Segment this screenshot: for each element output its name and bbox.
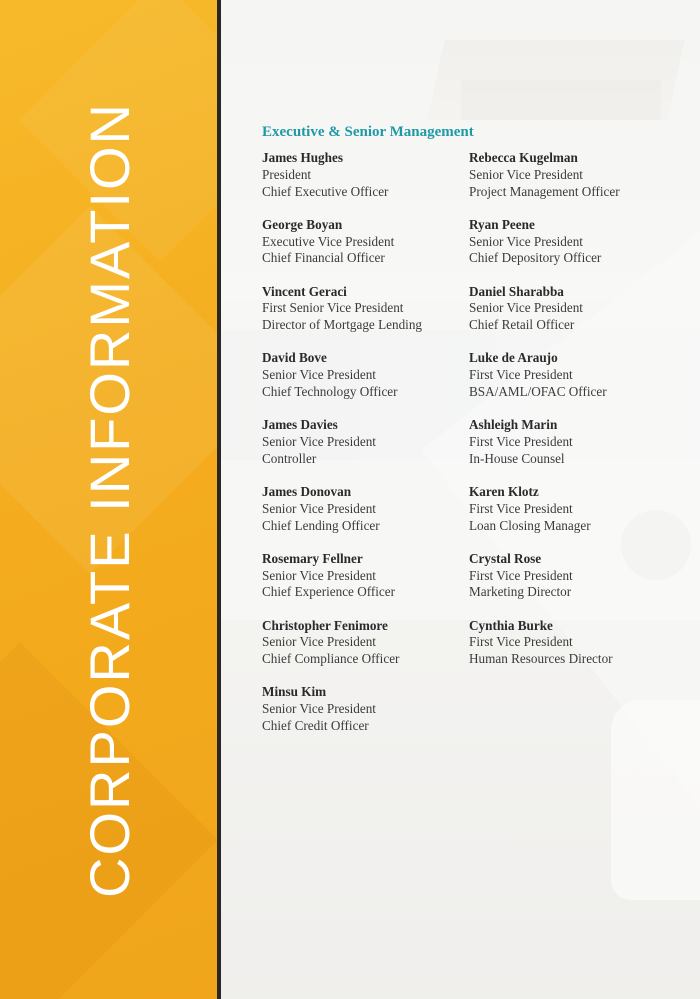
person-title: Senior Vice President [262,701,376,717]
person-title: Chief Technology Officer [262,383,398,399]
person-title: Senior Vice President [262,433,376,449]
person-name: Rebecca Kugelman [469,150,578,165]
person-entry [262,150,482,217]
person-entry [469,284,689,351]
person-entry [469,217,689,284]
person-title: Senior Vice President [469,233,583,249]
person-entry [262,217,482,284]
person-title: First Vice President [469,433,573,449]
person-title: In-House Counsel [469,450,565,466]
person-entry [262,551,482,618]
person-entry [262,350,482,417]
management-list-left [262,150,482,751]
person-title: First Vice President [469,634,573,650]
person-name: Cynthia Burke [469,617,553,633]
person-title: Chief Executive Officer [262,183,389,199]
person-name: James Davies [262,417,338,433]
person-title: BSA/AML/OFAC Officer [469,383,607,399]
person-title: Chief Compliance Officer [262,651,400,667]
person-name: Rosemary Fellner [262,550,363,566]
person-entry [262,684,482,751]
person-title: Chief Financial Officer [262,250,385,266]
person-name: Karen Klotz [469,483,539,499]
person-title: Senior Vice President [262,500,376,516]
person-name: Christopher Fenimore [262,617,388,633]
person-entry [469,551,689,618]
person-entry [262,417,482,484]
person-title: Chief Lending Officer [262,517,380,533]
side-title: CORPORATE INFORMATION [78,102,141,898]
person-name: James Hughes [262,150,343,165]
person-name: Ashleigh Marin [469,417,558,433]
person-entry [262,618,482,685]
person-name: George Boyan [262,216,343,232]
person-name: David Bove [262,350,327,366]
person-entry [469,417,689,484]
person-entry [469,618,689,685]
person-name: Ryan Peene [469,216,535,232]
person-title: First Senior Vice President [262,300,404,316]
person-name: James Donovan [262,483,352,499]
person-title: Senior Vice President [469,300,583,316]
person-title: Marketing Director [469,584,572,600]
person-entry [262,484,482,551]
person-title: Chief Depository Officer [469,250,602,266]
person-entry [469,350,689,417]
person-name: Luke de Araujo [469,350,558,366]
person-title: Chief Experience Officer [262,584,396,600]
person-title: Senior Vice President [262,367,376,383]
person-title: First Vice President [469,500,573,516]
person-entry [469,150,689,217]
person-name: Vincent Geraci [262,283,347,299]
person-title: Controller [262,450,317,466]
person-title: Human Resources Director [469,651,613,667]
person-name: Crystal Rose [469,550,542,566]
side-band [0,0,217,999]
person-title: Chief Credit Officer [262,717,369,733]
section-title: Executive & Senior Management [262,124,474,140]
management-list-right [469,150,689,684]
person-name: Minsu Kim [262,684,327,700]
person-title: Senior Vice President [469,166,583,182]
person-title: Executive Vice President [262,233,395,249]
person-title: Loan Closing Manager [469,517,591,533]
person-title: Senior Vice President [262,567,376,583]
person-name: Daniel Sharabba [469,283,564,299]
person-title: Chief Retail Officer [469,317,575,333]
person-title: First Vice President [469,367,573,383]
person-title: First Vice President [469,567,573,583]
person-title: Director of Mortgage Lending [262,317,423,333]
person-entry [469,484,689,551]
person-title: President [262,166,312,182]
person-title: Project Management Officer [469,183,620,199]
person-entry [262,284,482,351]
person-title: Senior Vice President [262,634,376,650]
